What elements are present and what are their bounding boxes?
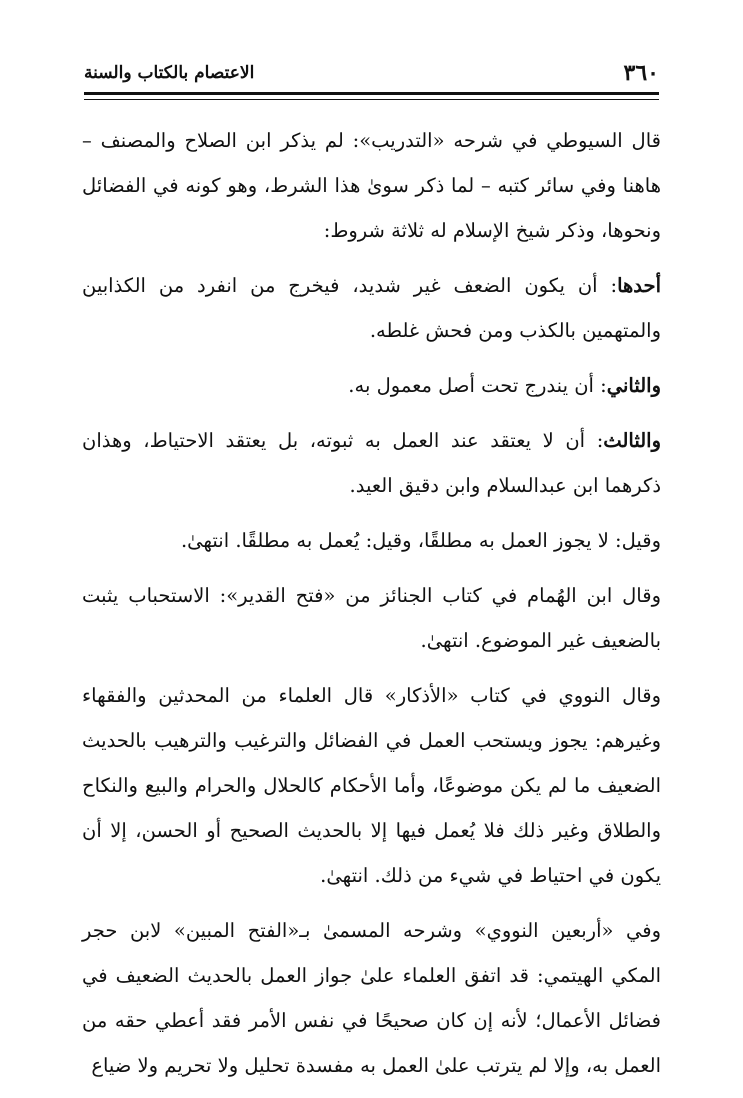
paragraph-lead: أحدها <box>617 274 661 297</box>
header-rule-thin <box>84 99 659 100</box>
header-rule-thick <box>84 92 659 95</box>
paragraph-lead: والثاني <box>606 374 661 397</box>
paragraph-siyuti <box>82 118 661 253</box>
body-text <box>82 118 661 1098</box>
paragraph-ibn-humam <box>82 573 661 663</box>
paragraph-text: وقيل: لا يجوز العمل به مطلقًا، وقيل: يُعمل به مطلقًا. انتهىٰ. <box>180 529 661 552</box>
running-header <box>84 56 659 90</box>
paragraph-condition-three <box>82 418 661 508</box>
paragraph-text: وفي «أربعين النووي» وشرحه المسمىٰ بـ«الفتح المبين» لابن حجر المكي الهيتمي: قد اتفق العلماء علىٰ جواز العمل بالحديث الضعيف في فضائل الأعمال؛ لأنه إن كان صحيحًا في نفس الأمر فقد أعطي حقه من العمل به، وإلا لم يترتب علىٰ العمل به مفسدة تحليل ولا تحريم ولا ضياع <box>82 919 661 1077</box>
page-number: ٣٦٠ <box>623 60 659 86</box>
paragraph-ibn-hajar <box>82 908 661 1088</box>
paragraph-condition-one <box>82 263 661 353</box>
paragraph-text: : أن يندرج تحت أصل معمول به. <box>348 374 607 397</box>
paragraph-text: وقال ابن الهُمام في كتاب الجنائز من «فتح القدير»: الاستحباب يثبت بالضعيف غير الموضوع. انتهىٰ. <box>82 584 661 652</box>
paragraph-lead: والثالث <box>603 429 661 452</box>
paragraph-condition-two <box>82 363 661 408</box>
paragraph-other-opinions <box>82 518 661 563</box>
paragraph-nawawi <box>82 673 661 898</box>
book-title: الاعتصام بالكتاب والسنة <box>84 63 255 83</box>
paragraph-text: : أن يكون الضعف غير شديد، فيخرج من انفرد من الكذابين والمتهمين بالكذب ومن فحش غلطه. <box>82 274 661 342</box>
paragraph-text: وقال النووي في كتاب «الأذكار» قال العلماء من المحدثين والفقهاء وغيرهم: يجوز ويستحب العمل في الفضائل والترغيب والترهيب بالحديث الضعيف ما لم يكن موضوعًا، وأما الأحكام كالحلال والحرام والبيع والنكاح والطلاق وغير ذلك فلا يُعمل فيها إلا بالحديث الصحيح أو الحسن، إلا أن يكون في احتياط في شيء من ذلك. انتهىٰ. <box>82 684 661 887</box>
paragraph-text: : أن لا يعتقد عند العمل به ثبوته، بل يعتقد الاحتياط، وهذان ذكرهما ابن عبدالسلام وابن دقيق العيد. <box>82 429 661 497</box>
paragraph-text: قال السيوطي في شرحه «التدريب»: لم يذكر ابن الصلاح والمصنف – هاهنا وفي سائر كتبه – لما ذكر سوىٰ هذا الشرط، وهو كونه في الفضائل ونحوها، وذكر شيخ الإسلام له ثلاثة شروط: <box>82 129 661 242</box>
